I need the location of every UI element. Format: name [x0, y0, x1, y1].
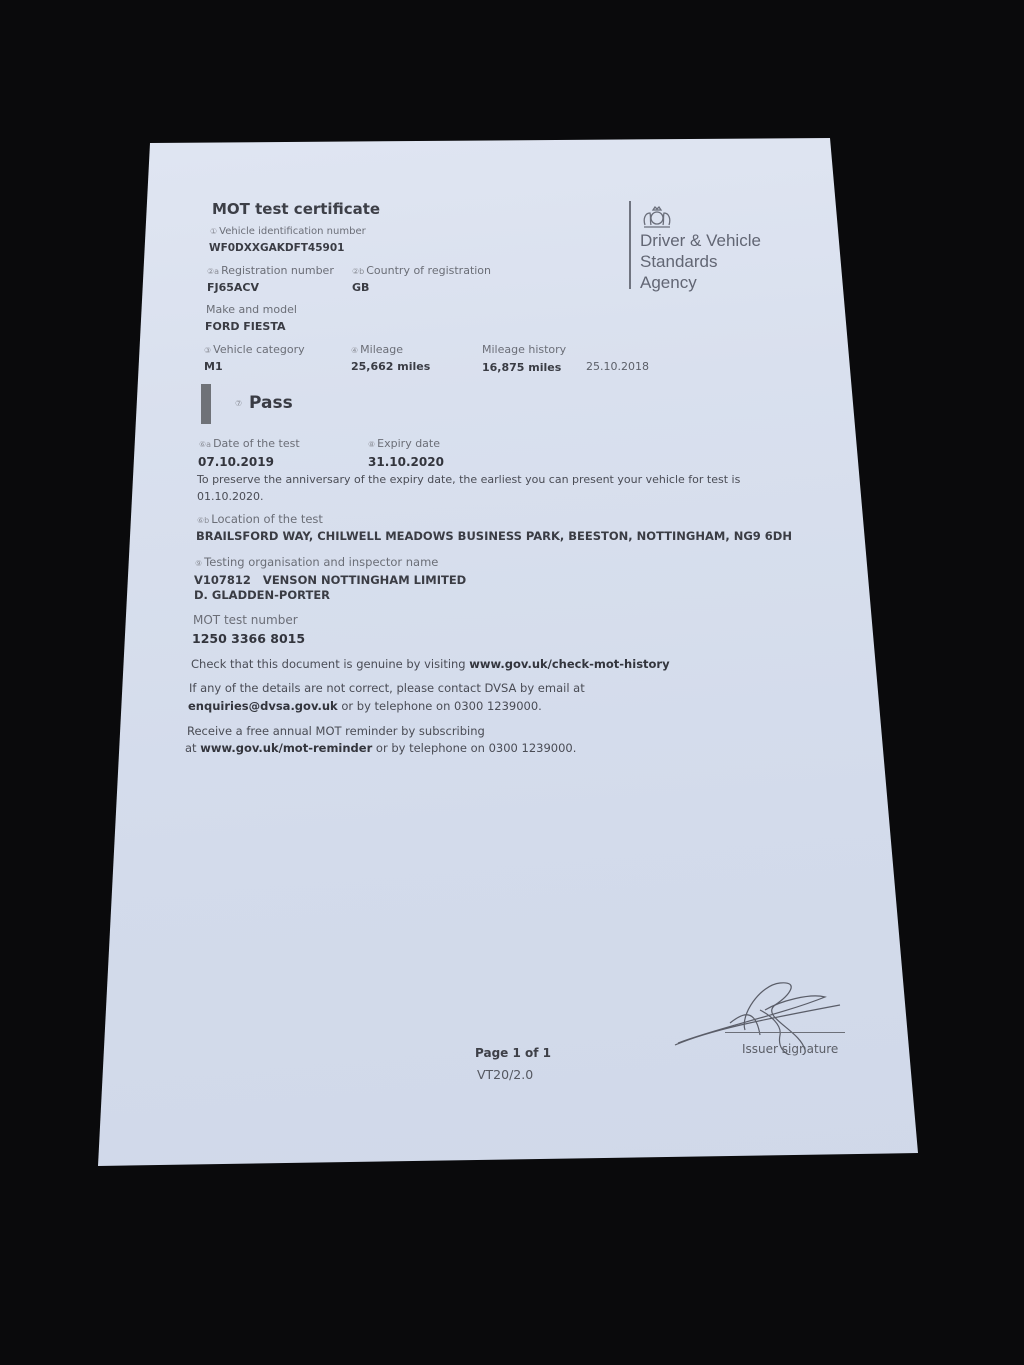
- agency-name-line2: Standards: [640, 252, 718, 271]
- field-number-icon: ⑧: [368, 440, 376, 449]
- reminder-text-line2: at www.gov.uk/mot-reminder or by telephone on 0300 1239000.: [185, 741, 577, 755]
- test-number-label: MOT test number: [193, 613, 298, 627]
- mileage-history-label: Mileage history: [482, 343, 567, 356]
- inspector-name: D. GLADDEN-PORTER: [194, 588, 331, 602]
- registration-value: FJ65ACV: [207, 281, 260, 294]
- test-number-value: 1250 3366 8015: [192, 631, 306, 646]
- contact-text-line2: enquiries@dvsa.gov.uk or by telephone on 0300 1239000.: [188, 699, 542, 713]
- result-bar: [201, 384, 211, 424]
- organisation-value: V107812 VENSON NOTTINGHAM LIMITED: [194, 573, 467, 587]
- royal-crest-icon: [639, 203, 675, 229]
- mileage-label: ④ Mileage: [351, 343, 404, 356]
- organisation-label: ⑨ Testing organisation and inspector name: [195, 555, 439, 569]
- check-genuine-text: Check that this document is genuine by visiting www.gov.uk/check-mot-history: [191, 657, 670, 671]
- registration-label: ②a Registration number: [207, 264, 334, 277]
- vehicle-category-value: M1: [204, 360, 223, 373]
- location-value: BRAILSFORD WAY, CHILWELL MEADOWS BUSINESS PARK, BEESTON, NOTTINGHAM, NG9 6DH: [196, 529, 792, 543]
- anniversary-note-line2: 01.10.2020.: [197, 490, 264, 503]
- result-number-icon: ⑦: [235, 399, 243, 408]
- contact-text-line1: If any of the details are not correct, please contact DVSA by email at: [189, 681, 585, 695]
- location-label: ⑥b Location of the test: [197, 512, 323, 526]
- vehicle-category-label: ③ Vehicle category: [204, 343, 305, 356]
- mot-reminder-link[interactable]: www.gov.uk/mot-reminder: [200, 741, 373, 755]
- make-model-value: FORD FIESTA: [205, 320, 286, 333]
- vin-value: WF0DXXGAKDFT45901: [209, 242, 345, 254]
- field-number-icon: ①: [210, 227, 218, 236]
- dvsa-email-link[interactable]: enquiries@dvsa.gov.uk: [188, 699, 338, 713]
- field-number-icon: ⑥a: [199, 440, 212, 449]
- check-mot-history-link[interactable]: www.gov.uk/check-mot-history: [469, 657, 670, 671]
- certificate-title: MOT test certificate: [212, 200, 381, 218]
- agency-divider: [629, 201, 631, 289]
- anniversary-note-line1: To preserve the anniversary of the expiry date, the earliest you can present your vehicle for test is: [197, 473, 741, 486]
- test-date-value: 07.10.2019: [198, 455, 274, 469]
- make-model-label: Make and model: [206, 303, 297, 316]
- reminder-text-line1: Receive a free annual MOT reminder by subscribing: [187, 724, 485, 738]
- agency-name-line1: Driver & Vehicle: [640, 231, 761, 250]
- field-number-icon: ③: [204, 346, 212, 355]
- test-date-label: ⑥a Date of the test: [199, 437, 300, 450]
- field-number-icon: ④: [351, 346, 359, 355]
- expiry-date-value: 31.10.2020: [368, 455, 444, 469]
- country-value: GB: [352, 281, 370, 294]
- field-number-icon: ⑨: [195, 559, 203, 568]
- field-number-icon: ⑥b: [197, 516, 210, 525]
- country-label: ②b Country of registration: [352, 264, 492, 277]
- mileage-history-value: 16,875 miles: [482, 361, 562, 374]
- result-pass: Pass: [249, 393, 293, 413]
- vin-label: ① Vehicle identification number: [210, 226, 366, 237]
- mileage-value: 25,662 miles: [351, 360, 431, 373]
- form-code: VT20/2.0: [477, 1067, 534, 1082]
- field-number-icon: ②b: [352, 267, 365, 276]
- page-number: Page 1 of 1: [475, 1046, 551, 1060]
- agency-name-line3: Agency: [640, 273, 697, 292]
- mileage-history-date: 25.10.2018: [586, 360, 649, 373]
- expiry-date-label: ⑧ Expiry date: [368, 437, 441, 450]
- issuer-signature-label: Issuer signature: [742, 1042, 839, 1056]
- signature-line: [725, 1032, 845, 1033]
- field-number-icon: ②a: [207, 267, 220, 276]
